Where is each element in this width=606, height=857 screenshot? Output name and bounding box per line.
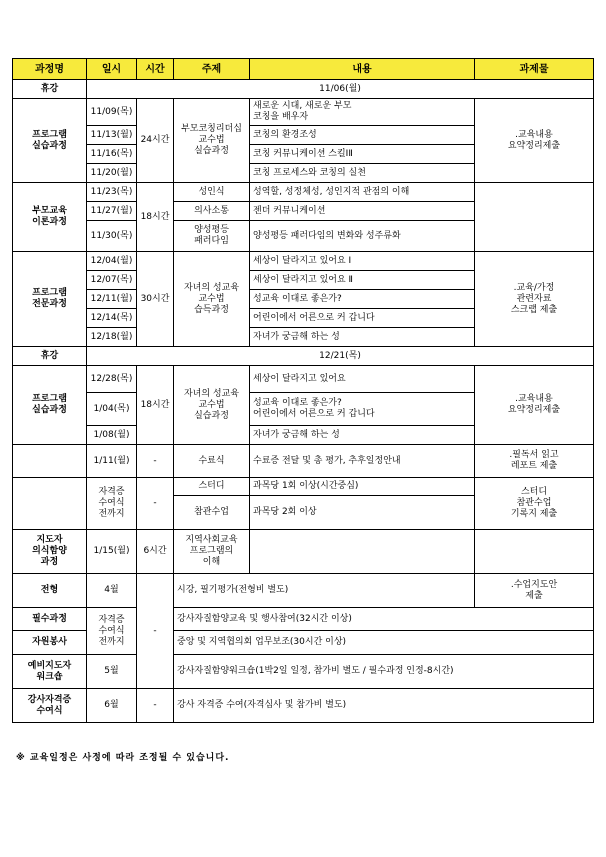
session-content: 성역할, 성정체성, 성인지적 관점의 이해 [250, 183, 475, 202]
session-date: 11/13(월) [87, 126, 137, 145]
session-date: 자격증 수여식 전까지 [87, 608, 137, 655]
session-topic: 자녀의 성교육 교수법 습득과정 [174, 252, 250, 347]
assignment: 스터디 참관수업 기록지 제출 [475, 478, 594, 530]
break-label: 휴강 [13, 347, 87, 366]
session-topic: 성인식 [174, 183, 250, 202]
assignment: .교육/가정 관련자료 스크랩 제출 [475, 252, 594, 347]
session-content: 과목당 2회 이상 [250, 496, 475, 530]
session-content: 코칭 커뮤니케이션 스킬ⅠⅡ [250, 145, 475, 164]
session-topic: 지역사회교육 프로그램의 이해 [174, 530, 250, 574]
table-row [13, 574, 594, 608]
session-date: 1/11(월) [87, 445, 137, 478]
table-row [13, 252, 594, 271]
session-content: 성교육 이대로 좋은가? 어린이에서 어른으로 커 갑니다 [250, 393, 475, 426]
course-name: 지도자 의식함양 과정 [13, 530, 87, 574]
header-topic: 주제 [174, 59, 250, 80]
session-content: 젠더 커뮤니케이션 [250, 202, 475, 221]
session-content: 강사자질함양워크숍(1박2일 일정, 참가비 별도 / 필수과정 인정-8시간) [174, 655, 594, 689]
session-content: 자녀가 궁금해 하는 성 [250, 426, 475, 445]
header-content: 내용 [250, 59, 475, 80]
session-date: 12/18(월) [87, 328, 137, 347]
table-row [13, 99, 594, 126]
session-topic: 스터디 [174, 478, 250, 496]
session-topic: 참관수업 [174, 496, 250, 530]
table-row [13, 608, 594, 631]
session-date: 12/28(목) [87, 366, 137, 393]
session-date: 1/15(월) [87, 530, 137, 574]
header-assignment: 과제물 [475, 59, 594, 80]
table-row [13, 183, 594, 202]
session-content: 자녀가 궁금해 하는 성 [250, 328, 475, 347]
session-hours: - [137, 445, 174, 478]
schedule-note: ※ 교육일정은 사정에 따라 조정될 수 있습니다. [16, 753, 230, 763]
session-content: 과목당 1회 이상(시간중심) [250, 478, 475, 496]
session-date: 1/04(목) [87, 393, 137, 426]
session-content: 코칭의 환경조성 [250, 126, 475, 145]
session-hours: 18시간 [137, 366, 174, 445]
break-date: 12/21(목) [87, 347, 594, 366]
header-row [13, 59, 594, 80]
course-name-empty [13, 478, 87, 530]
course-name: 필수과정 [13, 608, 87, 631]
session-date: 11/20(월) [87, 164, 137, 183]
session-date: 11/16(목) [87, 145, 137, 164]
session-date: 11/27(월) [87, 202, 137, 221]
course-name: 프로그램 실습과정 [13, 366, 87, 445]
schedule-table [12, 58, 594, 723]
table-row [13, 689, 594, 723]
assignment-empty [475, 530, 594, 574]
assignment: .수업지도안 제출 [475, 574, 594, 608]
table-row [13, 655, 594, 689]
session-content: 코칭 프로세스와 코칭의 실천 [250, 164, 475, 183]
course-name-empty [13, 445, 87, 478]
table-row [13, 80, 594, 99]
session-topic: 부모코칭리더십 교수법 실습과정 [174, 99, 250, 183]
session-date: 11/30(목) [87, 221, 137, 252]
session-content: 강사자질함양교육 및 행사참여(32시간 이상) [174, 608, 594, 631]
session-content: 세상이 달라지고 있어요 [250, 366, 475, 393]
session-content: 시강, 필기평가(전형비 별도) [174, 574, 475, 608]
assignment: .필독서 읽고 레포트 제출 [475, 445, 594, 478]
course-name: 예비지도자 워크숍 [13, 655, 87, 689]
session-date: 4월 [87, 574, 137, 608]
course-name: 프로그램 실습과정 [13, 99, 87, 183]
session-content: 어린이에서 어른으로 커 갑니다 [250, 309, 475, 328]
session-date: 1/08(월) [87, 426, 137, 445]
session-topic: 양성평등 패러다임 [174, 221, 250, 252]
assignment: .교육내용 요약정리제출 [475, 366, 594, 445]
session-date: 11/23(목) [87, 183, 137, 202]
course-name: 부모교육 이론과정 [13, 183, 87, 252]
session-date: 12/14(목) [87, 309, 137, 328]
session-content: 수료증 전달 및 총 평가, 추후일정안내 [250, 445, 475, 478]
session-date: 자격증 수여식 전까지 [87, 478, 137, 530]
course-name: 전형 [13, 574, 87, 608]
session-date: 12/04(월) [87, 252, 137, 271]
session-content: 중앙 및 지역협의회 업무보조(30시간 이상) [174, 631, 594, 655]
session-content: 양성평등 패러다임의 변화와 성주류화 [250, 221, 475, 252]
session-content: 세상이 달라지고 있어요 Ⅱ [250, 271, 475, 290]
session-hours: 30시간 [137, 252, 174, 347]
session-hours: - [137, 689, 174, 723]
session-content: 새로운 시대, 새로운 부모 코칭을 배우자 [250, 99, 475, 126]
table-row [13, 530, 594, 574]
session-date: 11/09(목) [87, 99, 137, 126]
header-date: 일시 [87, 59, 137, 80]
session-topic: 수료식 [174, 445, 250, 478]
session-hours: 18시간 [137, 183, 174, 252]
break-label: 휴강 [13, 80, 87, 99]
course-name: 프로그램 전문과정 [13, 252, 87, 347]
session-topic: 자녀의 성교육 교수법 실습과정 [174, 366, 250, 445]
table-row [13, 366, 594, 393]
session-date: 12/07(목) [87, 271, 137, 290]
session-hours: - [137, 574, 174, 689]
header-hours: 시간 [137, 59, 174, 80]
table-row [13, 347, 594, 366]
assignment: .교육내용 요약정리제출 [475, 99, 594, 183]
session-content: 세상이 달라지고 있어요 Ⅰ [250, 252, 475, 271]
table-row [13, 445, 594, 478]
session-content: 성교육 이대로 좋은가? [250, 290, 475, 309]
session-date: 5월 [87, 655, 137, 689]
header-course: 과정명 [13, 59, 87, 80]
break-date: 11/06(월) [87, 80, 594, 99]
session-content-empty [250, 530, 475, 574]
session-topic: 의사소통 [174, 202, 250, 221]
session-hours: - [137, 478, 174, 530]
session-hours: 24시간 [137, 99, 174, 183]
course-name: 자원봉사 [13, 631, 87, 655]
session-content: 강사 자격증 수여(자격심사 및 참가비 별도) [174, 689, 594, 723]
course-name: 강사자격증 수여식 [13, 689, 87, 723]
table-row [13, 478, 594, 496]
assignment-empty [475, 183, 594, 252]
session-date: 6월 [87, 689, 137, 723]
session-date: 12/11(월) [87, 290, 137, 309]
session-hours: 6시간 [137, 530, 174, 574]
